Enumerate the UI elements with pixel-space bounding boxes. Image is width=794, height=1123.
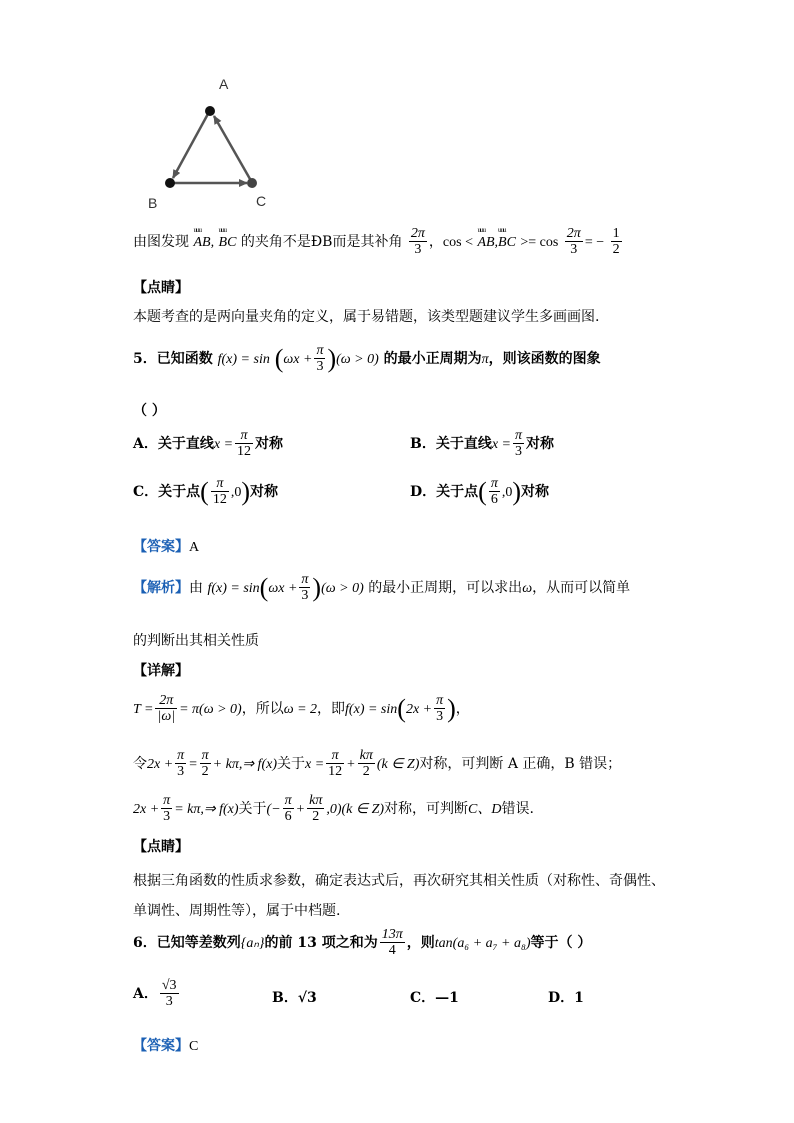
q5-answer: 【答案】A [133, 539, 200, 555]
q5-xiangjie-tag: 【详解】 [133, 663, 189, 679]
q5-detail-line1: T = $\frac{2\pi}{|\omega|}$ = π(ω > 0)，所以ω = 2，即f(x) = sin(2x + $\frac{\pi}{3}$ )， [133, 693, 470, 725]
cos-close: >= cos [520, 234, 559, 250]
q5-option-d: D．关于点( $\frac{\pi}{6}$ ,0)对称 [410, 476, 549, 508]
triangle-diagram [140, 70, 290, 220]
angle-fraction-2: $\frac{2\pi}{3}$ [566, 226, 581, 258]
q6-stem: 6．已知等差数列{aₙ}的前 13 项之和为 $\frac{13\pi}{4}$ ，则tan(a₆ + a₇ + a₈)等于（ ） [133, 927, 592, 959]
vector-ab-2: uuu AB [477, 235, 494, 251]
vector-bc: uuu BC [219, 235, 237, 251]
q5-option-c: C．关于点( $\frac{\pi}{12}$ ,0)对称 [133, 476, 278, 508]
q5-detail-line2: 令2x + $\frac{\pi}{3}$ = $\frac{\pi}{2}$ + kπ,⇒ f(x)关于x = $\frac{\pi}{12}$ + $\frac{k\pi}{2}$ (k ∈ Z)对称，可判断 A 正确，B 错误； [133, 748, 622, 780]
q5-jiexi-line2: 的判断出其相关性质 [133, 633, 259, 649]
vertex-b [165, 178, 175, 188]
q6-option-b: B．√3 [272, 990, 317, 1006]
p4-dianjing-text: 本题考查的是两向量夹角的定义，属于易错题，该类型题建议学生多画画图. [133, 309, 600, 325]
p4-conclusion-mid: 的夹角不是ÐB而是其补角 [240, 233, 403, 250]
q6-option-d: D．1 [548, 990, 584, 1006]
q5-jiexi: 【解析】由 f(x) = sin(ωx + $\frac{\pi}{3}$ )(ω > 0) 的最小正周期，可以求出ω，从而可以简单 [133, 572, 631, 604]
q5-dianjing-tag: 【点睛】 [133, 839, 189, 855]
q6-option-c: C．—1 [410, 990, 459, 1006]
vertex-c [247, 178, 257, 188]
vector-ab: uuu AB [193, 235, 210, 251]
edge-ab [173, 112, 209, 178]
p4-dianjing-tag: 【点睛】 [133, 280, 189, 296]
label-b: B [148, 195, 158, 211]
vertex-a [205, 106, 215, 116]
q6-answer: 【答案】C [133, 1038, 199, 1054]
q6-option-a: A． $\frac{√3}{3}$ [133, 978, 177, 1010]
q5-blank: （ ） [133, 403, 166, 419]
p4-conclusion-pre: 由图发现 [133, 233, 189, 250]
label-c: C [256, 193, 267, 209]
result-sign: = − [584, 234, 605, 250]
angle-fraction: $\frac{2\pi}{3}$ [410, 226, 425, 258]
q5-detail-line3: 2x + $\frac{\pi}{3}$ = kπ,⇒ f(x)关于(− $\frac{\pi}{6}$ + $\frac{k\pi}{2}$ ,0)(k ∈ Z)对称，可判断C、D错误. [133, 793, 534, 825]
edge-ca [214, 116, 250, 179]
p4-conclusion: 由图发现 uuu AB, uuu BC 的夹角不是ÐB而是其补角 $\frac{2\pi}{3}$ ，cos < uuu AB,uuu BC >= cos $\frac{2\pi}{3}$ = − $\frac{1}{2}$ [133, 226, 624, 258]
q5-dianjing-line1: 根据三角函数的性质求参数，确定表达式后，再次研究其相关性质（对称性、奇偶性、 [133, 873, 665, 889]
half-fraction: $\frac{1}{2}$ [612, 226, 620, 258]
vector-bc-2: uuu BC [498, 235, 516, 251]
cos-text: ，cos < [428, 234, 473, 250]
q5-stem: 5．已知函数 f(x) = sin (ωx + $\frac{\pi}{3}$ )(ω > 0) 的最小正周期为π，则该函数的图象 [133, 343, 601, 375]
q5-dianjing-line2: 单调性、周期性等），属于中档题. [133, 903, 341, 919]
q5-option-b: B．关于直线x = $\frac{\pi}{3}$ 对称 [410, 428, 555, 460]
q5-option-a: A．关于直线x = $\frac{\pi}{12}$ 对称 [133, 428, 284, 460]
label-a: A [219, 76, 229, 92]
